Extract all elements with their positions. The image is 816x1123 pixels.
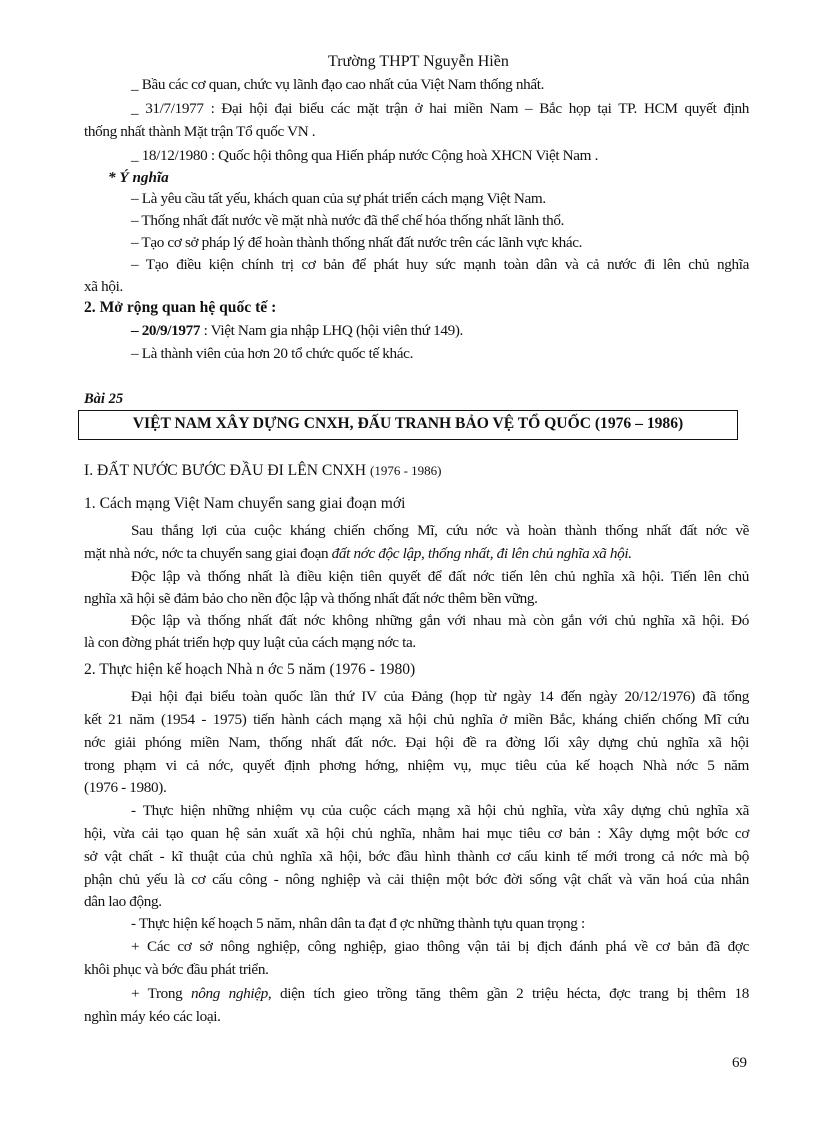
school-header: Trường THPT Nguyễn Hiền xyxy=(328,53,509,70)
line-front-congress-cont: thống nhất thành Mặt trận Tổ quốc VN . xyxy=(84,123,316,140)
line-constitution: _ 18/12/1980 : Quốc hội thông qua Hiến pháp nước Cộng hoà XHCN Việt Nam . xyxy=(131,147,599,164)
para-5-line-1: - Thực hiện những nhiệm vụ của cuộc cách mạng xã hội chủ nghĩa, vừa xây dựng chủ nghĩa xã xyxy=(131,802,749,819)
para-8-text-pre: + Trong xyxy=(131,985,192,1002)
section-2-item-1 xyxy=(131,321,463,341)
para-4-line-4: trong phạm vi cả nớc, quyết định phơng hớng, nhiệm vụ, mục tiêu của kế hoạch Nhà nớc 5 năm xyxy=(84,757,749,774)
para-5-line-3: sở vật chất - kĩ thuật của chủ nghĩa xã hội, bớc đầu hình thành cơ cấu kinh tế mới trong cả nớc mà bộ xyxy=(84,848,749,865)
lesson-label: Bài 25 xyxy=(84,391,124,407)
significance-bullet-1: – Là yêu cầu tất yếu, khách quan của sự phát triển cách mạng Việt Nam. xyxy=(131,190,546,207)
para-7-line-2: khôi phục và bớc đầu phát triển. xyxy=(84,961,269,978)
para-7-line-1: + Các cơ sở nông nghiệp, công nghiệp, giao thông vận tải bị địch đánh phá về cơ bản đã đợc xyxy=(131,938,749,955)
para-4-line-5: (1976 - 1980). xyxy=(84,779,167,796)
para-2-line-1: Độc lập và thống nhất là điều kiện tiên quyết để đất nớc tiến lên chủ nghĩa xã hội. Tiến lên chủ xyxy=(131,568,749,585)
part-1-heading-text: I. ĐẤT NƯỚC BƯỚC ĐẦU ĐI LÊN CNXH xyxy=(84,462,367,479)
part-1-heading xyxy=(84,461,441,481)
line-front-congress: _ 31/7/1977 : Đại hội đại biểu các mặt trận ở hai miền Nam – Bắc họp tại TP. HCM quyết định xyxy=(131,100,749,117)
significance-bullet-2: – Thống nhất đất nước về mặt nhà nước đã thể chế hóa thống nhất lãnh thổ. xyxy=(131,212,565,229)
para-1-line-2-text: mặt nhà nớc, nớc ta chuyển sang giai đoạn xyxy=(84,545,332,562)
significance-bullet-4-cont: xã hội. xyxy=(84,278,123,295)
page-number: 69 xyxy=(732,1055,747,1071)
section-2-item-2: – Là thành viên của hơn 20 tổ chức quốc tế khác. xyxy=(131,345,414,362)
para-1-line-1: Sau thắng lợi của cuộc kháng chiến chống Mĩ, cứu nớc và hoàn thành thống nhất đất nớc về xyxy=(131,522,749,539)
significance-bullet-3: – Tạo cơ sở pháp lý để hoàn thành thống nhất đất nước trên các lãnh vực khác. xyxy=(131,234,583,251)
subsection-1-heading: 1. Cách mạng Việt Nam chuyển sang giai đoạn mới xyxy=(84,495,406,512)
para-4-line-2: kết 21 năm (1954 - 1975) tiến hành cách mạng xã hội chủ nghĩa ở miền Bắc, kháng chiến chống Mĩ cứu xyxy=(84,711,749,728)
line-elect-leaders: _ Bầu các cơ quan, chức vụ lãnh đạo cao nhất của Việt Nam thống nhất. xyxy=(131,76,545,93)
un-join-text: : Việt Nam gia nhập LHQ (hội viên thứ 149). xyxy=(200,322,463,339)
significance-heading: * Ý nghĩa xyxy=(108,169,169,186)
lesson-title-box xyxy=(78,410,738,440)
un-join-date: – 20/9/1977 xyxy=(131,322,201,339)
section-2-heading: 2. Mở rộng quan hệ quốc tế : xyxy=(84,299,277,316)
para-1-line-2-emphasis: đất nớc độc lập, thống nhất, đi lên chủ nghĩa xã hội. xyxy=(331,545,632,562)
para-8-line-2: nghìn máy kéo các loại. xyxy=(84,1008,221,1025)
para-8-line-1 xyxy=(131,984,749,1004)
para-3-line-2: là con đờng phát triển hợp quy luật của cách mạng nớc ta. xyxy=(84,634,416,651)
subsection-2-heading: 2. Thực hiện kế hoạch Nhà n ớc 5 năm (1976 - 1980) xyxy=(84,661,416,678)
para-2-line-2: nghĩa xã hội sẽ đảm bảo cho nền độc lập và thống nhất đất nớc thêm bền vững. xyxy=(84,590,538,607)
para-4-line-1: Đại hội đại biểu toàn quốc lần thứ IV của Đảng (họp từ ngày 14 đến ngày 20/12/1976) đã tổng xyxy=(131,688,749,705)
part-1-heading-years: (1976 - 1986) xyxy=(369,463,442,478)
para-4-line-3: nớc giải phóng miền Nam, thống nhất đất nớc. Đại hội đề ra đờng lối xây dựng chủ nghĩa xã hội xyxy=(84,734,749,751)
para-5-line-5: dân lao động. xyxy=(84,893,162,910)
para-6: - Thực hiện kế hoạch 5 năm, nhân dân ta đạt đ ợc những thành tựu quan trọng : xyxy=(131,915,585,932)
para-5-line-4: phận chủ yếu là cơ cấu công - nông nghiệp và cải thiện một bớc đời sống vật chất và văn hoá của nhân xyxy=(84,871,749,888)
para-8-emphasis: nông nghiệp xyxy=(191,985,268,1002)
lesson-title: VIỆT NAM XÂY DỰNG CNXH, ĐẤU TRANH BẢO VỆ TỔ QUỐC (1976 – 1986) xyxy=(132,415,684,432)
significance-bullet-4: – Tạo điều kiện chính trị cơ bản để phát huy sức mạnh toàn dân và cả nước đi lên chủ nghĩa xyxy=(131,256,749,273)
para-8-text-post: , diện tích gieo trồng tăng thêm gần 2 triệu hécta, đợc trang bị thêm 18 xyxy=(267,985,749,1002)
para-5-line-2: hội, vừa cải tạo quan hệ sản xuất xã hội chủ nghĩa, nhằm hai mục tiêu cơ bản : Xây dựng một bớc cơ xyxy=(84,825,749,842)
para-1-line-2 xyxy=(84,544,632,564)
para-3-line-1: Độc lập và thống nhất đất nớc không những gắn với nhau mà còn gắn với chủ nghĩa xã hội. Đó xyxy=(131,612,749,629)
